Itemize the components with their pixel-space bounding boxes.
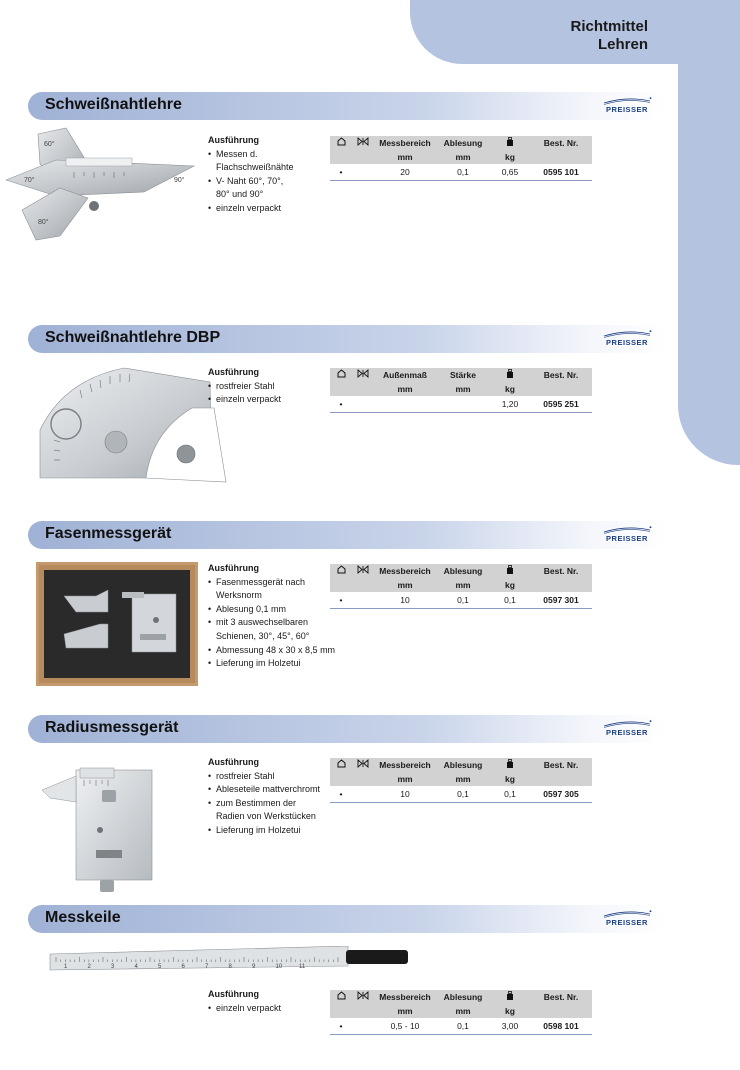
column-header: Messbereich <box>374 990 436 1004</box>
spec-line: • mit 3 auswechselbaren <box>216 617 309 628</box>
column-header: Best. Nr. <box>530 564 592 578</box>
range-arrows-icon <box>357 759 369 768</box>
header-row <box>330 368 592 382</box>
weld-gauge-image <box>4 124 200 244</box>
column-unit: kg <box>490 1004 530 1018</box>
column-unit <box>352 1004 374 1018</box>
table-row <box>330 592 592 608</box>
angle-label: 80° <box>38 219 49 226</box>
section-banner <box>28 521 666 549</box>
table-cell <box>374 396 436 412</box>
spec-line: Schienen, 30°, 45°, 60° <box>216 630 310 641</box>
spec-item <box>208 824 320 838</box>
spec-block <box>208 134 294 216</box>
table-row <box>330 164 592 180</box>
spec-item <box>208 770 320 784</box>
column-header: Ablesung <box>436 990 490 1004</box>
column-unit <box>352 150 374 164</box>
angle-label: 90° <box>174 177 185 184</box>
column-header: Ablesung <box>436 564 490 578</box>
scale-number: 3 <box>111 964 115 970</box>
section-banner <box>28 905 666 933</box>
column-unit: mm <box>436 1004 490 1018</box>
spec-line: Flachschweißnähte <box>216 162 294 173</box>
spec-line: • Messen d. <box>216 148 258 159</box>
column-unit <box>330 772 352 786</box>
spec-item <box>208 644 335 658</box>
spec-line: • einzeln verpackt <box>216 1002 282 1013</box>
table-cell: • <box>330 164 352 180</box>
preisser-logo <box>602 720 652 738</box>
column-icon <box>352 990 374 1004</box>
table-cell: 20 <box>374 164 436 180</box>
spec-line: • Ablesung 0,1 mm <box>216 603 287 614</box>
preisser-logo <box>602 97 652 115</box>
spec-block <box>208 988 281 1015</box>
measuring-wedge-image <box>48 946 410 976</box>
table-row <box>330 786 592 802</box>
section-title: Schweißnahtlehre <box>45 96 182 113</box>
weight-icon <box>506 369 514 378</box>
column-unit: kg <box>490 382 530 396</box>
column-unit <box>330 382 352 396</box>
table-cell: 0,1 <box>436 164 490 180</box>
spec-item <box>208 616 335 643</box>
column-unit <box>530 382 592 396</box>
scale-number: 2 <box>87 964 91 970</box>
column-unit: mm <box>374 578 436 592</box>
section-banner <box>28 715 666 743</box>
table-cell: • <box>330 396 352 412</box>
column-icon <box>352 136 374 150</box>
column-unit <box>330 1004 352 1018</box>
column-unit <box>352 382 374 396</box>
column-header: Best. Nr. <box>530 136 592 150</box>
spec-line: Werksnorm <box>216 590 262 601</box>
column-icon <box>490 368 530 382</box>
column-unit <box>330 578 352 592</box>
scale-number: 4 <box>134 964 138 970</box>
column-header: Ablesung <box>436 758 490 772</box>
scale-number: 7 <box>205 964 209 970</box>
house-shape-icon <box>337 991 346 1000</box>
section-banner <box>28 92 666 120</box>
column-unit: mm <box>374 382 436 396</box>
column-unit: kg <box>490 150 530 164</box>
spec-line: • rostfreier Stahl <box>216 380 275 391</box>
table-cell: • <box>330 786 352 802</box>
column-icon <box>490 564 530 578</box>
angle-label: 70° <box>24 177 35 184</box>
spec-line: • V- Naht 60°, 70°, <box>216 175 284 186</box>
table-cell: 10 <box>374 786 436 802</box>
unit-row <box>330 382 592 396</box>
unit-row <box>330 150 592 164</box>
column-header: Messbereich <box>374 564 436 578</box>
spec-line: • Fasenmessgerät nach <box>216 576 306 587</box>
header-row <box>330 990 592 1004</box>
preisser-logo <box>602 330 652 348</box>
unit-row <box>330 772 592 786</box>
spec-block <box>208 756 320 838</box>
product-table <box>330 990 592 1035</box>
spec-list <box>208 1002 281 1016</box>
column-unit <box>352 578 374 592</box>
section-title: Radiusmessgerät <box>45 719 179 736</box>
table-cell: 0595 251 <box>530 396 592 412</box>
spec-item <box>208 657 335 671</box>
radius-gauge-image <box>40 754 160 894</box>
table-row <box>330 396 592 412</box>
spec-item <box>208 783 320 797</box>
brand-name: PREISSER <box>606 534 648 543</box>
table-cell <box>352 164 374 180</box>
table-cell: 10 <box>374 592 436 608</box>
table-cell: 1,20 <box>490 396 530 412</box>
column-unit <box>352 772 374 786</box>
column-unit <box>330 150 352 164</box>
column-unit: mm <box>436 578 490 592</box>
table-cell: 0597 305 <box>530 786 592 802</box>
column-unit: mm <box>374 150 436 164</box>
brand-name: PREISSER <box>606 918 648 927</box>
header-row <box>330 758 592 772</box>
column-header: Messbereich <box>374 136 436 150</box>
spec-line: • Lieferung im Holzetui <box>216 824 301 835</box>
range-arrows-icon <box>357 565 369 574</box>
table-cell: 0595 101 <box>530 164 592 180</box>
column-icon <box>490 990 530 1004</box>
range-arrows-icon <box>357 369 369 378</box>
scale-number: 11 <box>299 964 306 970</box>
spec-line: • Lieferung im Holzetui <box>216 658 301 669</box>
table-cell: 0,1 <box>436 786 490 802</box>
unit-row <box>330 578 592 592</box>
spec-line: • zum Bestimmen der <box>216 797 297 808</box>
section-banner <box>28 325 666 353</box>
spec-list <box>208 148 294 216</box>
range-arrows-icon <box>357 991 369 1000</box>
column-unit: kg <box>490 578 530 592</box>
scale-number: 5 <box>158 964 162 970</box>
weight-icon <box>506 565 514 574</box>
column-header: Messbereich <box>374 758 436 772</box>
brand-name: PREISSER <box>606 728 648 737</box>
spec-list <box>208 770 320 838</box>
column-unit: mm <box>436 772 490 786</box>
scale-number: 6 <box>181 964 185 970</box>
spec-item <box>208 393 281 407</box>
house-shape-icon <box>337 137 346 146</box>
column-header: Ablesung <box>436 136 490 150</box>
product-table <box>330 368 592 413</box>
spec-list <box>208 380 281 407</box>
table-cell: 0,1 <box>490 592 530 608</box>
spec-item <box>208 1002 281 1016</box>
column-icon <box>352 564 374 578</box>
table-cell: 3,00 <box>490 1018 530 1034</box>
table-cell: 0598 101 <box>530 1018 592 1034</box>
product-table <box>330 564 592 609</box>
scale-number: 8 <box>228 964 232 970</box>
weight-icon <box>506 759 514 768</box>
angle-label: 60° <box>44 141 55 148</box>
range-arrows-icon <box>357 137 369 146</box>
column-header: Best. Nr. <box>530 990 592 1004</box>
spec-heading: Ausführung <box>208 989 259 999</box>
column-icon <box>330 990 352 1004</box>
column-icon <box>352 368 374 382</box>
spec-item <box>208 380 281 394</box>
scale-number: 10 <box>275 964 283 970</box>
column-unit: mm <box>374 1004 436 1018</box>
column-header: Best. Nr. <box>530 758 592 772</box>
spec-heading: Ausführung <box>208 563 259 573</box>
header-row <box>330 564 592 578</box>
spec-item <box>208 797 320 824</box>
house-shape-icon <box>337 369 346 378</box>
spec-item <box>208 148 294 175</box>
spec-item <box>208 175 294 202</box>
table-cell: 0597 301 <box>530 592 592 608</box>
spec-block <box>208 366 281 407</box>
table-cell: 0,1 <box>490 786 530 802</box>
spec-item <box>208 603 335 617</box>
table-cell: • <box>330 592 352 608</box>
unit-row <box>330 1004 592 1018</box>
section-title: Messkeile <box>45 909 121 926</box>
spec-item <box>208 202 294 216</box>
column-unit <box>530 772 592 786</box>
table-cell <box>436 396 490 412</box>
column-unit <box>530 1004 592 1018</box>
spec-line: • Ableseteile mattverchromt <box>216 784 321 795</box>
header-title: Richtmittel Lehren <box>570 18 648 53</box>
spec-heading: Ausführung <box>208 367 259 377</box>
spec-line: • rostfreier Stahl <box>216 770 275 781</box>
spec-heading: Ausführung <box>208 135 259 145</box>
spec-line: • einzeln verpackt <box>216 394 282 405</box>
spec-line: • einzeln verpackt <box>216 202 282 213</box>
column-unit <box>530 578 592 592</box>
spec-heading: Ausführung <box>208 757 259 767</box>
brand-name: PREISSER <box>606 105 648 114</box>
table-row <box>330 1018 592 1034</box>
spec-item <box>208 576 335 603</box>
header-tab <box>410 0 740 64</box>
column-icon <box>352 758 374 772</box>
column-icon <box>330 368 352 382</box>
bevel-gauge-image <box>36 562 198 686</box>
house-shape-icon <box>337 759 346 768</box>
section-title: Schweißnahtlehre DBP <box>45 329 221 346</box>
side-rail <box>678 62 740 465</box>
spec-line: Radien von Werkstücken <box>216 811 316 822</box>
weight-icon <box>506 137 514 146</box>
table-cell <box>352 396 374 412</box>
section-title: Fasenmessgerät <box>45 525 172 542</box>
spec-list <box>208 576 335 671</box>
table-cell: 0,65 <box>490 164 530 180</box>
table-cell <box>352 786 374 802</box>
preisser-logo <box>602 910 652 928</box>
column-unit: mm <box>436 382 490 396</box>
column-header: Außenmaß <box>374 368 436 382</box>
product-table <box>330 136 592 181</box>
column-icon <box>330 758 352 772</box>
column-unit: kg <box>490 772 530 786</box>
spec-block <box>208 562 335 671</box>
column-unit <box>530 150 592 164</box>
column-icon <box>330 136 352 150</box>
column-unit: mm <box>374 772 436 786</box>
brand-name: PREISSER <box>606 338 648 347</box>
column-unit: mm <box>436 150 490 164</box>
house-shape-icon <box>337 565 346 574</box>
table-cell <box>352 592 374 608</box>
header-row <box>330 136 592 150</box>
table-cell: 0,1 <box>436 1018 490 1034</box>
column-icon <box>490 758 530 772</box>
spec-line: 80° und 90° <box>216 189 264 200</box>
column-header: Stärke <box>436 368 490 382</box>
preisser-logo <box>602 526 652 544</box>
scale-number: 1 <box>64 964 68 970</box>
column-icon <box>490 136 530 150</box>
column-header: Best. Nr. <box>530 368 592 382</box>
dbp-weld-gauge-image <box>34 360 230 490</box>
table-cell <box>352 1018 374 1034</box>
column-icon <box>330 564 352 578</box>
product-table <box>330 758 592 803</box>
table-cell: • <box>330 1018 352 1034</box>
table-cell: 0,5 - 10 <box>374 1018 436 1034</box>
table-cell: 0,1 <box>436 592 490 608</box>
spec-line: • Abmessung 48 x 30 x 8,5 mm <box>216 644 336 655</box>
weight-icon <box>506 991 514 1000</box>
scale-number: 9 <box>252 964 256 970</box>
